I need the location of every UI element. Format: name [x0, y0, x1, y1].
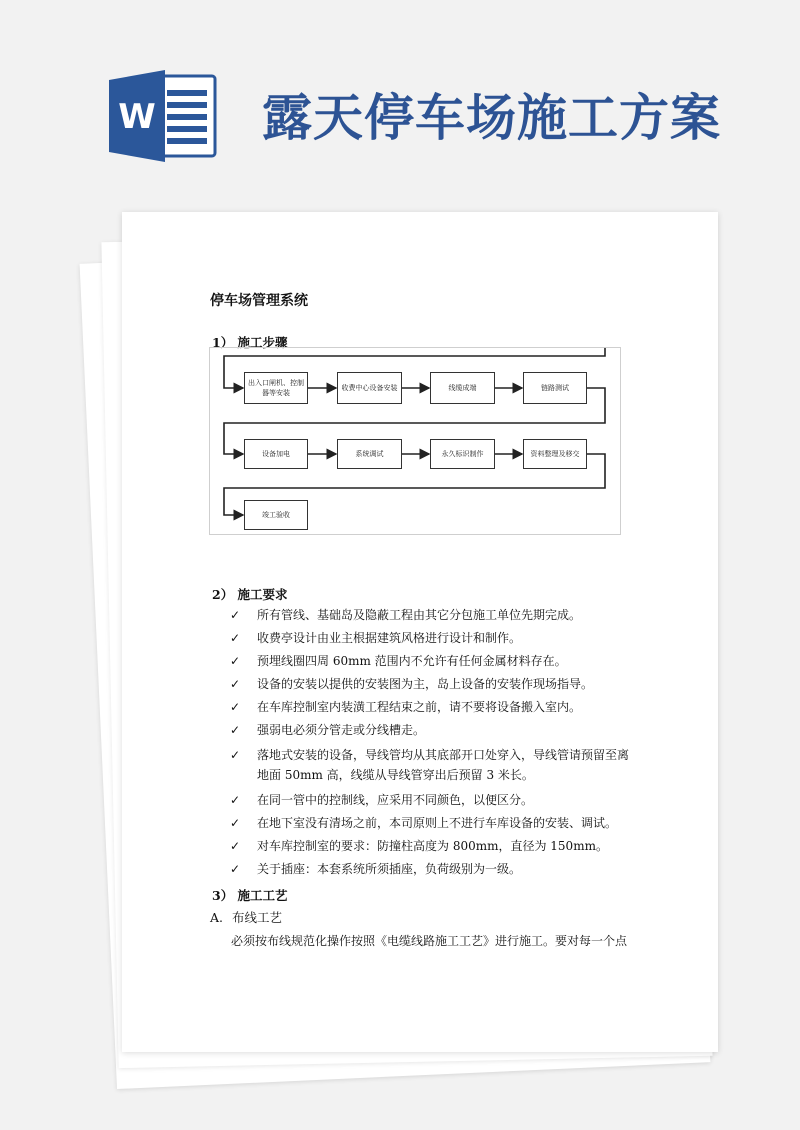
body-paragraph: 必须按布线规范化操作按照《电缆线路施工工艺》进行施工。要对每一个点: [231, 934, 628, 948]
flow-step-cable-termination: 线缆成端: [430, 372, 495, 404]
checkmark-icon: ✓: [230, 816, 241, 830]
flow-step-documentation: 资料整理及移交: [523, 439, 587, 469]
subsection-wiring: [210, 908, 282, 926]
list-item: ✓ 强弱电必须分管走或分线槽走。: [230, 719, 630, 742]
checkmark-icon: ✓: [230, 793, 241, 807]
list-item: ✓ 预埋线圈四周 60mm 范围内不允许有任何金属材料存在。: [230, 650, 630, 673]
list-item: ✓ 关于插座：本套系统所须插座，负荷级别为一级。: [230, 858, 630, 881]
flow-step-gate-install: 出入口闸机、控制器等安装: [244, 372, 308, 404]
list-item: ✓ 在车库控制室内装潢工程结束之前，请不要将设备搬入室内。: [230, 696, 630, 719]
checkmark-icon: ✓: [230, 748, 241, 762]
section-title-process: 3） 施工工艺: [212, 888, 288, 903]
flow-step-center-install: 收费中心设备安装: [337, 372, 402, 404]
checkmark-icon: ✓: [230, 862, 241, 876]
page-heading: 露天停车场施工方案: [262, 89, 721, 147]
checkmark-icon: ✓: [230, 677, 241, 691]
document-title: 停车场管理系统: [210, 293, 308, 309]
flow-step-permanent-label: 永久标识制作: [430, 439, 495, 469]
checkmark-icon: ✓: [230, 723, 241, 737]
word-logo-icon: [109, 68, 219, 164]
requirements-list: [230, 604, 630, 881]
list-item: ✓ 在同一管中的控制线，应采用不同颜色，以便区分。: [230, 789, 630, 812]
checkmark-icon: ✓: [230, 839, 241, 853]
section-title-steps: 1） 施工步骤: [212, 335, 288, 350]
construction-flowchart: [209, 347, 621, 535]
flow-step-link-test: 链路测试: [523, 372, 587, 404]
svg-text:W: W: [118, 97, 156, 137]
list-item: ✓ 对车库控制室的要求：防撞柱高度为 800mm，直径为 150mm。: [230, 835, 630, 858]
list-item: ✓ 设备的安装以提供的安装图为主，岛上设备的安装作现场指导。: [230, 673, 630, 696]
list-item: ✓ 在地下室没有清场之前，本司原则上不进行车库设备的安装、调试。: [230, 812, 630, 835]
list-item: ✓ 落地式安装的设备，导线管均从其底部开口处穿入，导线管请预留至离地面 50mm 高，线缆从导线管穿出后预留 3 米长。: [230, 742, 630, 789]
checkmark-icon: ✓: [230, 608, 241, 622]
checkmark-icon: ✓: [230, 700, 241, 714]
section-title-requirements: 2） 施工要求: [212, 587, 288, 602]
checkmark-icon: ✓: [230, 654, 241, 668]
page-header: [0, 0, 800, 200]
list-item: ✓ 所有管线、基础岛及隐蔽工程由其它分包施工单位先期完成。: [230, 604, 630, 627]
flow-step-final-acceptance: 竣工验收: [244, 500, 308, 530]
subsection-title: 布线工艺: [232, 910, 283, 925]
subsection-letter: A.: [210, 910, 224, 925]
list-item: ✓ 收费亭设计由业主根据建筑风格进行设计和制作。: [230, 627, 630, 650]
checkmark-icon: ✓: [230, 631, 241, 645]
flow-step-system-debug: 系统调试: [337, 439, 402, 469]
flow-step-power-on: 设备加电: [244, 439, 308, 469]
